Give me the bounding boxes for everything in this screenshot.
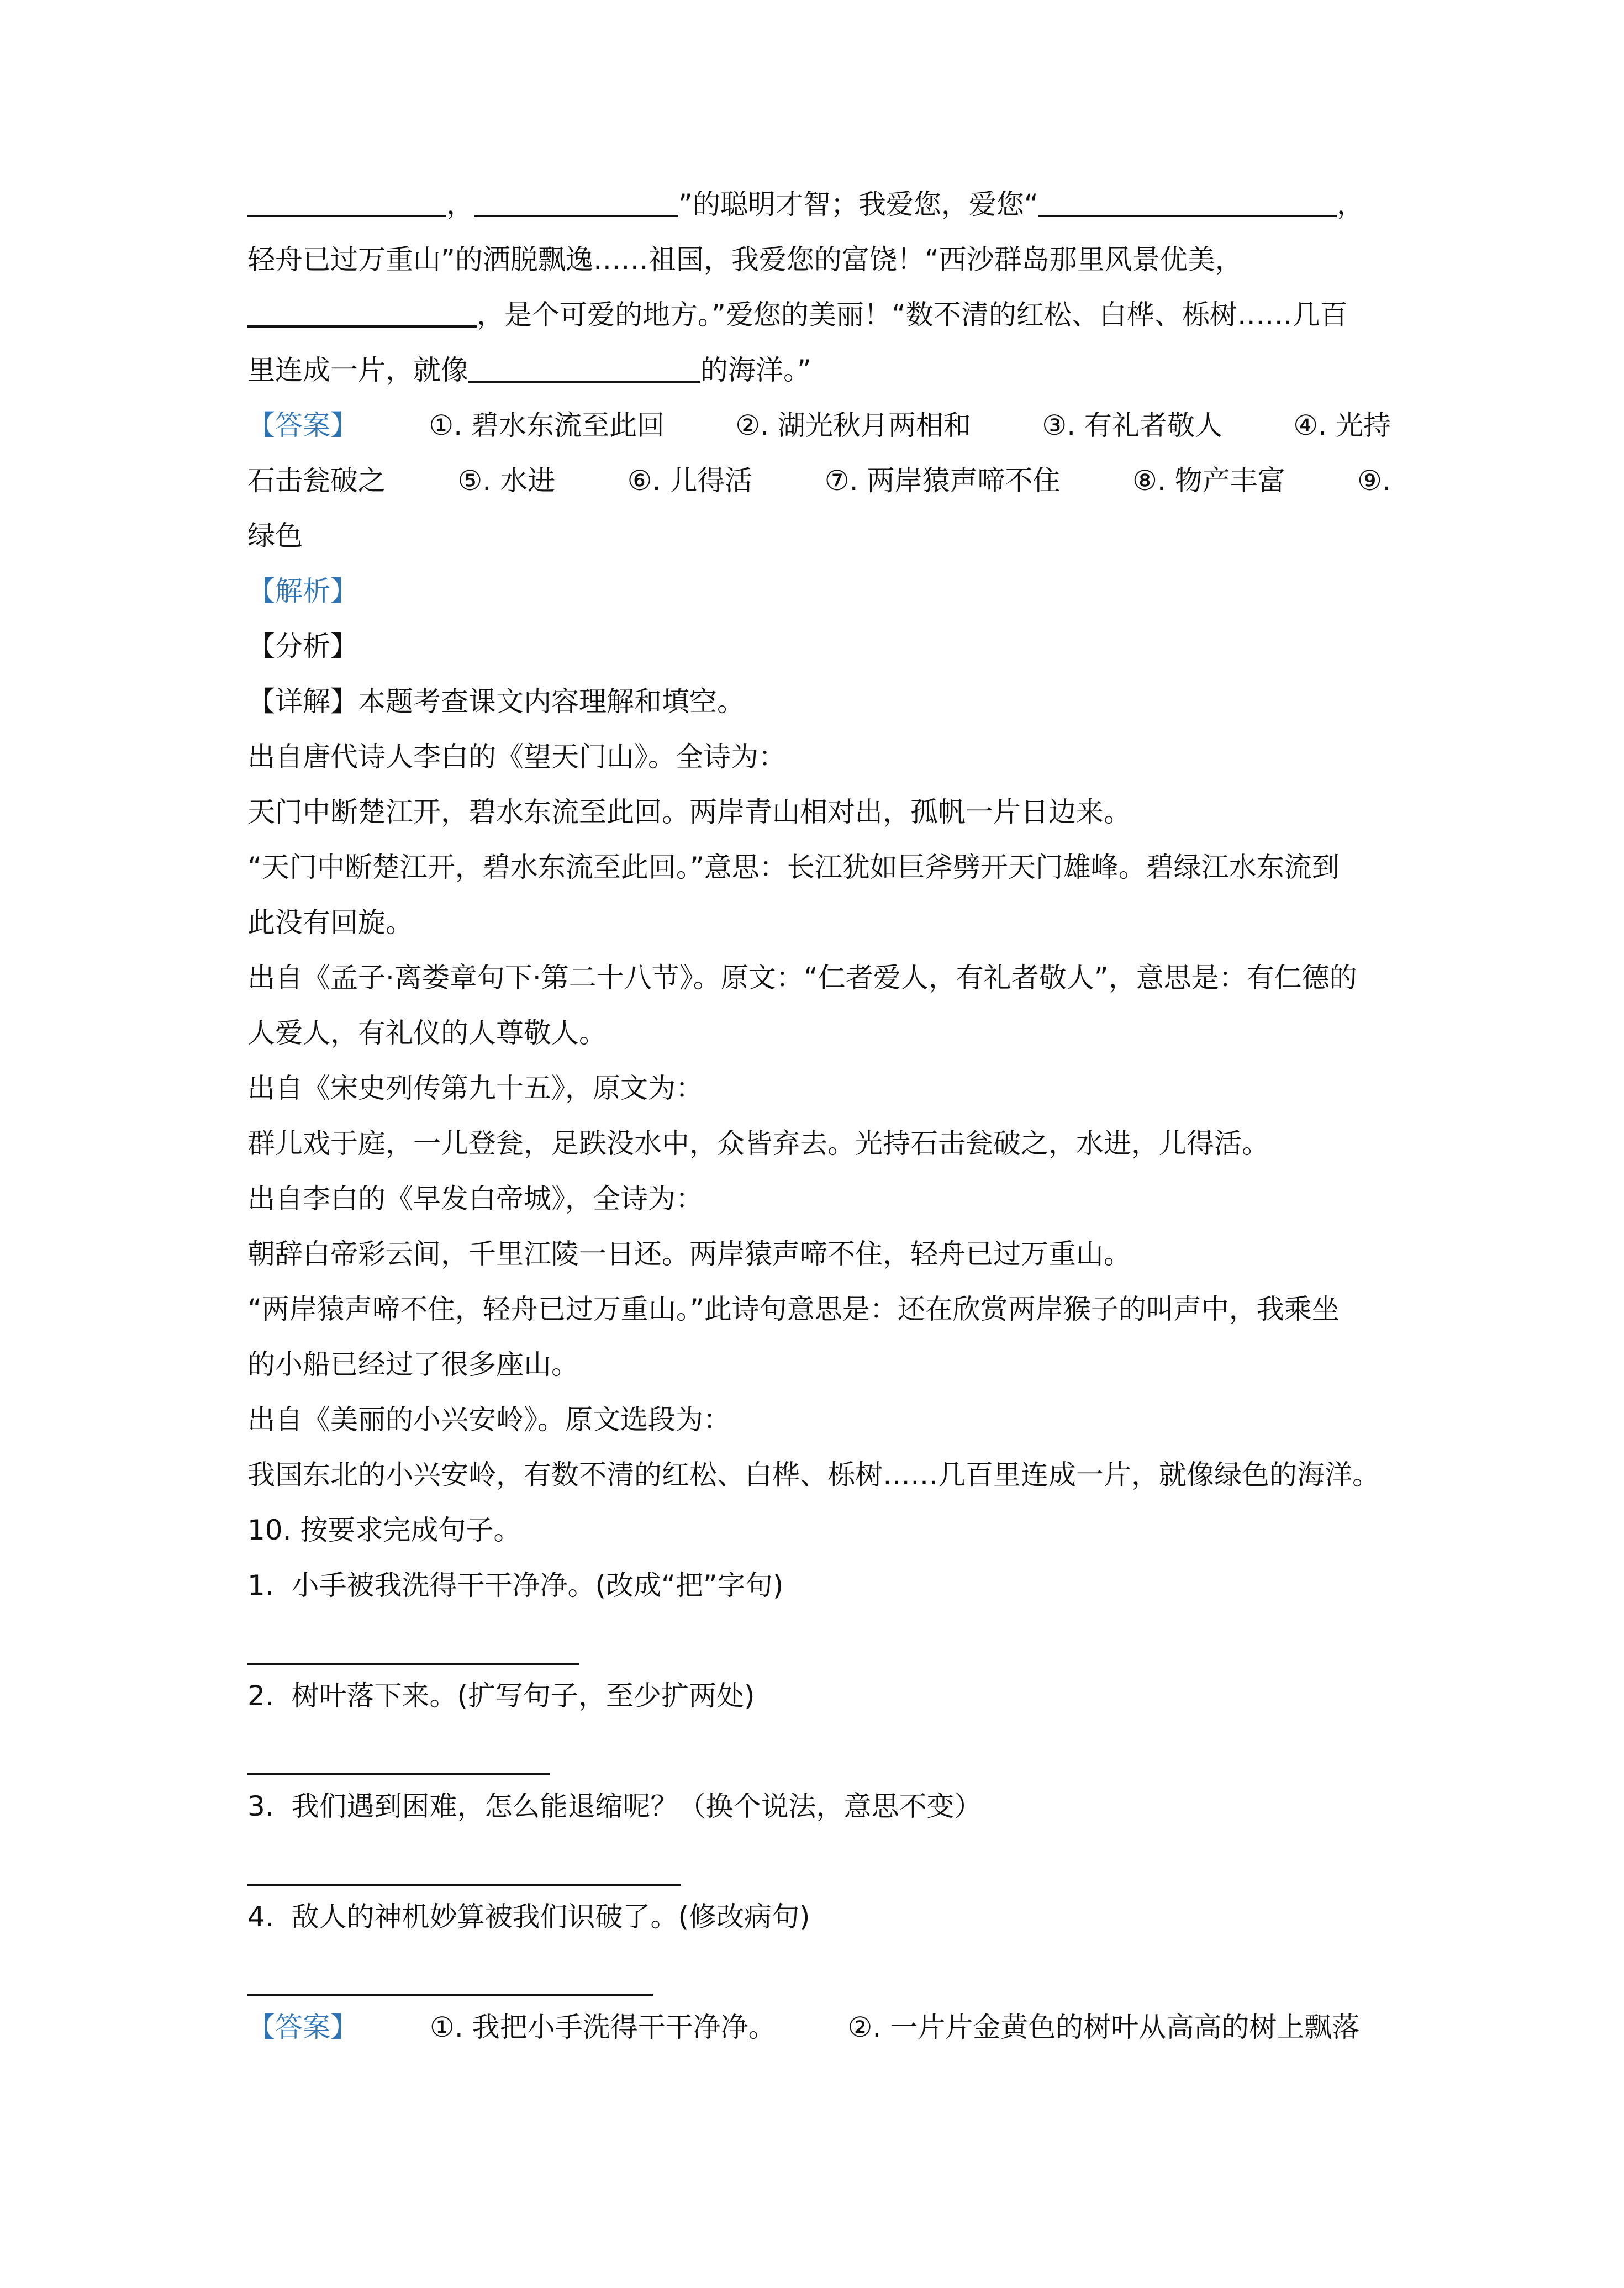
answer-item: ④. 光持	[1293, 409, 1391, 441]
punct: ，	[446, 188, 474, 220]
passage-line-1	[247, 182, 1364, 226]
answer-q9-line-2	[247, 458, 1391, 503]
answer-item-cont: 石击瓮破之	[247, 465, 386, 497]
answer-item: ⑦. 两岸猿声啼不住	[824, 465, 1061, 497]
analysis-line: 出自唐代诗人李白的《望天门山》。全诗为：	[247, 741, 786, 773]
answer-item: ③. 有礼者敬人	[1042, 409, 1222, 441]
passage-line-3	[247, 293, 1348, 337]
answer-item: ⑥. 儿得活	[627, 465, 753, 497]
fill-blank[interactable]	[247, 294, 477, 328]
answer-q9-line-3: 绿色	[247, 520, 303, 552]
analysis-sub-label: 【分析】	[247, 630, 358, 662]
sub-number: 4.	[247, 1901, 274, 1933]
sub-text: 小手被我洗得干干净净。(改成“把”字句)	[291, 1569, 784, 1601]
answer-blank-2[interactable]	[247, 1773, 550, 1775]
sub-text: 树叶落下来。(扩写句子，至少扩两处)	[291, 1680, 755, 1712]
answer-item: ⑧. 物产丰富	[1132, 465, 1285, 497]
fill-blank[interactable]	[468, 350, 700, 383]
answer-item: ②. 湖光秋月两相和	[735, 409, 971, 441]
answer-item: ②. 一片片金黄色的树叶从高高的树上飘落	[847, 2011, 1360, 2043]
passage-line-2: 轻舟已过万重山”的洒脱飘逸……祖国，我爱您的富饶！“西沙群岛那里风景优美，	[247, 244, 1243, 276]
answer-item-num: ⑨.	[1357, 465, 1391, 497]
question-10-title: 10. 按要求完成句子。	[247, 1514, 521, 1546]
answer-item: ①. 我把小手洗得干干净净。	[430, 2011, 776, 2043]
sub-number: 1.	[247, 1569, 274, 1601]
answer-blank-1[interactable]	[247, 1663, 579, 1665]
passage-text: ”的聪明才智；我爱您，爱您“	[678, 188, 1038, 220]
detail-line	[247, 679, 745, 724]
analysis-line: 出自《孟子·离娄章句下·第二十八节》。原文：“仁者爱人，有礼者敬人”，意思是：有仁德的	[247, 962, 1357, 994]
analysis-line: 我国东北的小兴安岭，有数不清的红松、白桦、栎树……几百里连成一片，就像绿色的海洋。	[247, 1459, 1380, 1491]
answer-label: 【答案】	[247, 409, 358, 441]
passage-line-4	[247, 348, 811, 392]
answer-label: 【答案】	[247, 2011, 358, 2043]
analysis-line: 的小船已经过了很多座山。	[247, 1348, 579, 1380]
sub-text: 敌人的神机妙算被我们识破了。(修改病句)	[291, 1901, 810, 1933]
passage-text: 的海洋。”	[700, 354, 811, 386]
answer-item: ①. 碧水东流至此回	[429, 409, 665, 441]
answer-blank-3[interactable]	[247, 1884, 681, 1886]
punct: ，	[1336, 188, 1364, 220]
analysis-line: 此没有回旋。	[247, 906, 413, 939]
analysis-line: 天门中断楚江开，碧水东流至此回。两岸青山相对出，孤帆一片日边来。	[247, 796, 1131, 828]
answer-blank-4[interactable]	[247, 1994, 653, 1996]
fill-blank[interactable]	[1038, 184, 1337, 217]
answer-item: ⑤. 水进	[457, 465, 556, 497]
analysis-line: 出自《美丽的小兴安岭》。原文选段为：	[247, 1404, 731, 1436]
passage-text: 里连成一片，就像	[247, 354, 468, 386]
passage-text: ，是个可爱的地方。”爱您的美丽！“数不清的红松、白桦、栎树……几百	[477, 299, 1348, 331]
analysis-line: 出自《宋史列传第九十五》，原文为：	[247, 1072, 703, 1104]
analysis-line: 出自李白的《早发白帝城》，全诗为：	[247, 1183, 703, 1215]
question-10-sub-1	[247, 1563, 783, 1607]
sub-number: 2.	[247, 1680, 274, 1712]
analysis-line: 人爱人，有礼仪的人尊敬人。	[247, 1017, 607, 1049]
analysis-line: 朝辞白帝彩云间，千里江陵一日还。两岸猿声啼不住，轻舟已过万重山。	[247, 1238, 1131, 1270]
analysis-line: “两岸猿声啼不住，轻舟已过万重山。”此诗句意思是：还在欣赏两岸猴子的叫声中，我乘坐	[247, 1293, 1340, 1325]
fill-blank[interactable]	[474, 184, 678, 217]
detail-text: 本题考查课文内容理解和填空。	[358, 686, 745, 718]
detail-label: 【详解】	[247, 686, 358, 718]
sub-number: 3.	[247, 1790, 274, 1822]
sub-text: 我们遇到困难，怎么能退缩呢？（换个说法，意思不变）	[291, 1790, 982, 1822]
answer-q10-line-1	[247, 2005, 1391, 2049]
question-10-sub-3	[247, 1784, 982, 1828]
fill-blank[interactable]	[247, 184, 446, 217]
question-10-sub-4	[247, 1895, 810, 1939]
answer-q9-line-1	[247, 403, 1391, 447]
analysis-label: 【解析】	[247, 575, 358, 607]
analysis-line: 群儿戏于庭，一儿登瓮，足跌没水中，众皆弃去。光持石击瓮破之，水进，儿得活。	[247, 1127, 1269, 1159]
analysis-line: “天门中断楚江开，碧水东流至此回。”意思：长江犹如巨斧劈开天门雄峰。碧绿江水东流到	[247, 851, 1340, 883]
question-10-sub-2	[247, 1674, 755, 1718]
